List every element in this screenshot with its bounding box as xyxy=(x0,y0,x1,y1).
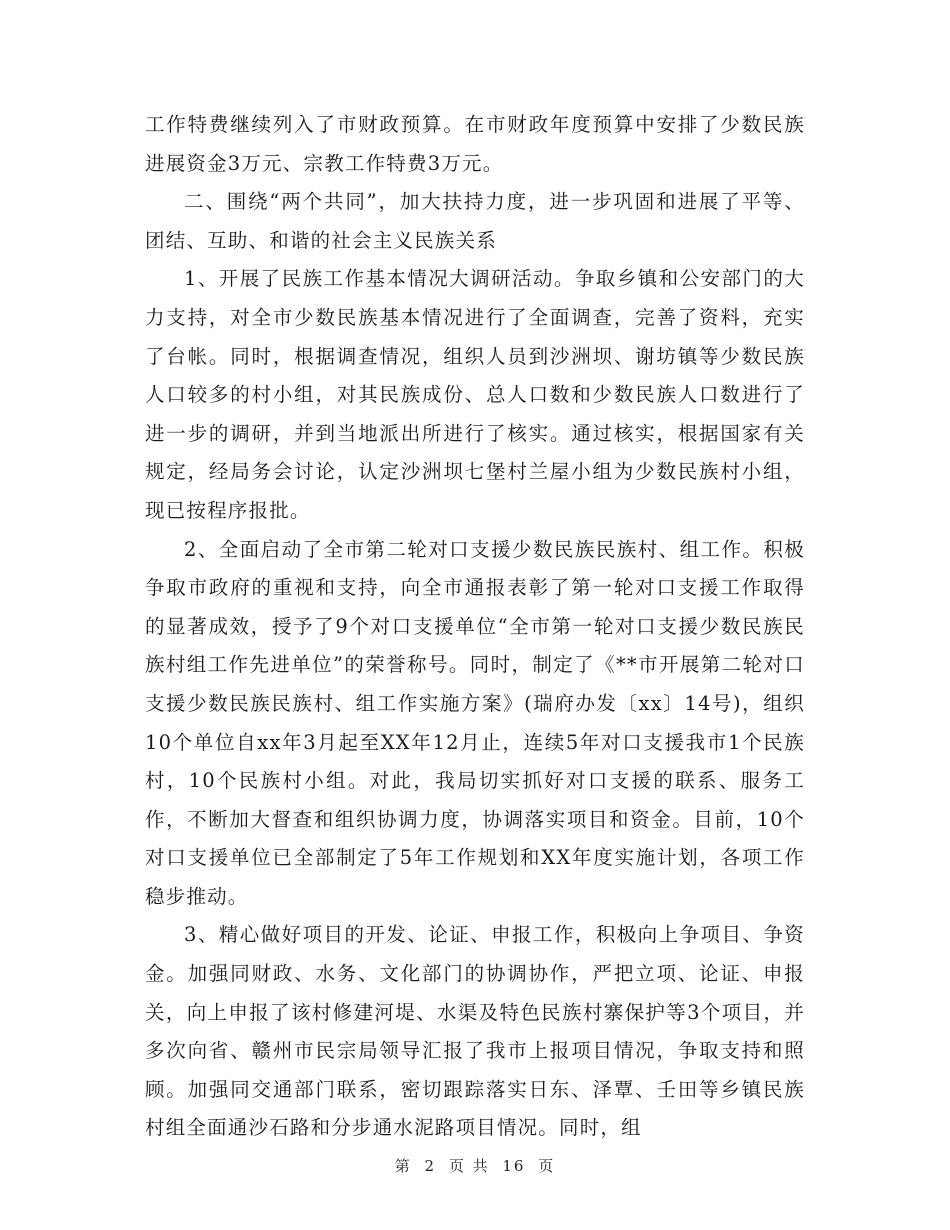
paragraph-2-heading: 二、围绕“两个共同”，加大扶持力度，进一步巩固和进展了平等、团结、互助、和谐的社会主义民族关系 xyxy=(145,190,805,252)
footer-page-number: 2 xyxy=(424,1157,437,1175)
footer-suffix: 页 xyxy=(538,1157,556,1175)
paragraph-5: 3、精心做好项目的开发、论证、申报工作，积极向上争项目、争资金。加强同财政、水务、文化部门的协调协作，严把立项、论证、申报关，向上申报了该村修建河堤、水渠及特色民族村寨保护等3个项目，并多次向省、赣州市民宗局领导汇报了我市上报项目情况，争取支持和照顾。加强同交通部门联系，密切跟踪落实日东、泽覃、壬田等乡镇民族村组全面通沙石路和分步通水泥路项目情况。同时，组 xyxy=(145,923,805,1140)
page-footer xyxy=(0,1155,950,1176)
footer-total-pages: 16 xyxy=(502,1157,526,1175)
document-body xyxy=(145,106,805,1148)
paragraph-4: 2、全面启动了全市第二轮对口支援少数民族民族村、组工作。积极争取市政府的重视和支持，向全市通报表彰了第一轮对口支援工作取得的显著成效，授予了9个对口支援单位“全市第一轮对口支援少数民族民族村组工作先进单位”的荣誉称号。同时，制定了《**市开展第二轮对口支援少数民族民族村、组工作实施方案》(瑞府办发〔xx〕14号)，组织10个单位自xx年3月起至XX年12月止，连续5年对口支援我市1个民族村，10个民族村小组。对此，我局切实抓好对口支援的联系、服务工作，不断加大督查和组织协调力度，协调落实项目和资金。目前，10个对口支援单位已全部制定了5年工作规划和XX年度实施计划，各项工作稳步推动。 xyxy=(145,537,805,908)
paragraph-1: 工作特费继续列入了市财政预算。在市财政年度预算中安排了少数民族进展资金3万元、宗教工作特费3万元。 xyxy=(145,113,805,175)
footer-prefix: 第 xyxy=(394,1157,412,1175)
footer-middle: 页 共 xyxy=(448,1157,490,1175)
paragraph-3: 1、开展了民族工作基本情况大调研活动。争取乡镇和公安部门的大力支持，对全市少数民族基本情况进行了全面调查，完善了资料，充实了台帐。同时，根据调查情况，组织人员到沙洲坝、谢坊镇等少数民族人口较多的村小组，对其民族成份、总人口数和少数民族人口数进行了进一步的调研，并到当地派出所进行了核实。通过核实，根据国家有关规定，经局务会讨论，认定沙洲坝七堡村兰屋小组为少数民族村小组，现已按程序报批。 xyxy=(145,267,805,522)
